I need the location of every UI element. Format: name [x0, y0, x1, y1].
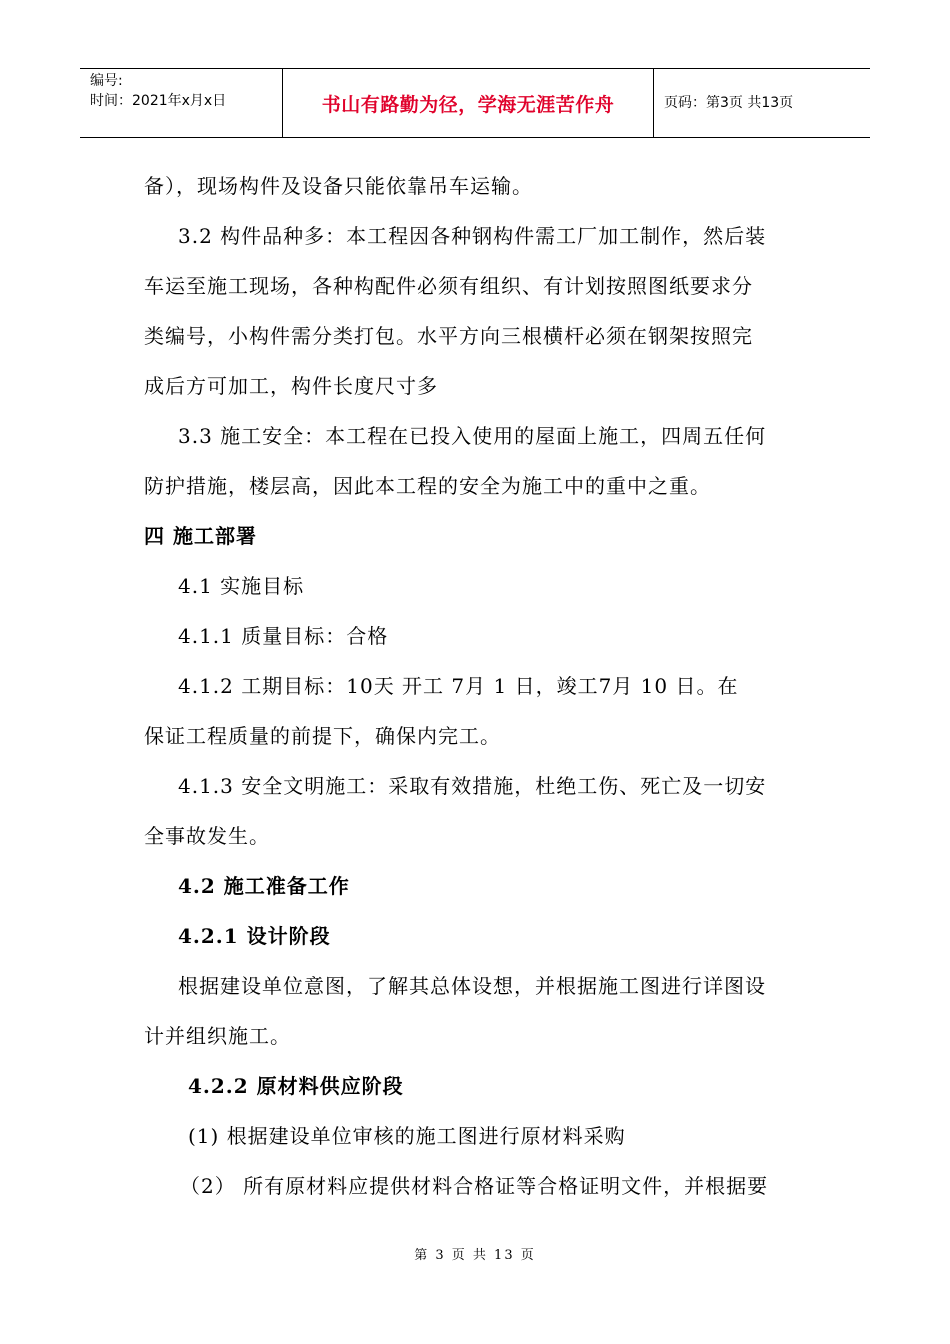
subsection-heading: 4.2.2 原材料供应阶段	[188, 1074, 404, 1098]
document-date-label: 时间：2021年x月x日	[90, 93, 227, 109]
body-line: 根据建设单位意图，了解其总体设想，并根据施工图进行详图设	[178, 974, 766, 998]
body-line: 备），现场构件及设备只能依靠吊车运输。	[144, 174, 533, 198]
list-item: （2） 所有原材料应提供材料合格证等合格证明文件，并根据要	[180, 1174, 769, 1198]
subsection-heading: 4.2 施工准备工作	[178, 874, 350, 898]
header-page-number: 页码：第3页 共13页	[664, 95, 794, 111]
body-line: 4.1.2 工期目标：10天 开工 7月 1 日，竣工7月 10 日。在	[178, 674, 739, 698]
body-line: 4.1 实施目标	[178, 574, 305, 598]
body-line: 保证工程质量的前提下，确保内完工。	[144, 724, 501, 748]
body-line: 成后方可加工，构件长度尺寸多	[144, 374, 438, 398]
list-item: (1) 根据建设单位审核的施工图进行原材料采购	[188, 1124, 626, 1148]
body-line: 防护措施，楼层高，因此本工程的安全为施工中的重中之重。	[144, 474, 711, 498]
header-motto: 书山有路勤为径，学海无涯苦作舟	[321, 93, 615, 116]
page-footer: 第 3 页 共 13 页	[414, 1248, 536, 1263]
header-motto-cell	[282, 69, 654, 137]
section-heading: 四 施工部署	[144, 524, 257, 548]
body-line: 全事故发生。	[144, 824, 270, 848]
body-line: 3.3 施工安全：本工程在已投入使用的屋面上施工，四周五任何	[178, 424, 767, 448]
body-line: 车运至施工现场，各种构配件必须有组织、有计划按照图纸要求分	[144, 274, 753, 298]
page-header	[80, 68, 870, 138]
body-line: 4.1.1 质量目标：合格	[178, 624, 389, 648]
body-line: 类编号，小构件需分类打包。水平方向三根横杆必须在钢架按照完	[144, 324, 753, 348]
body-line: 3.2 构件品种多：本工程因各种钢构件需工厂加工制作，然后装	[178, 224, 767, 248]
header-info-cell	[80, 69, 282, 137]
body-line: 4.1.3 安全文明施工：采取有效措施，杜绝工伤、死亡及一切安	[178, 774, 767, 798]
document-number-label: 编号:	[90, 73, 123, 89]
body-line: 计并组织施工。	[144, 1024, 291, 1048]
subsection-heading: 4.2.1 设计阶段	[178, 924, 331, 948]
header-page-cell	[654, 69, 870, 137]
